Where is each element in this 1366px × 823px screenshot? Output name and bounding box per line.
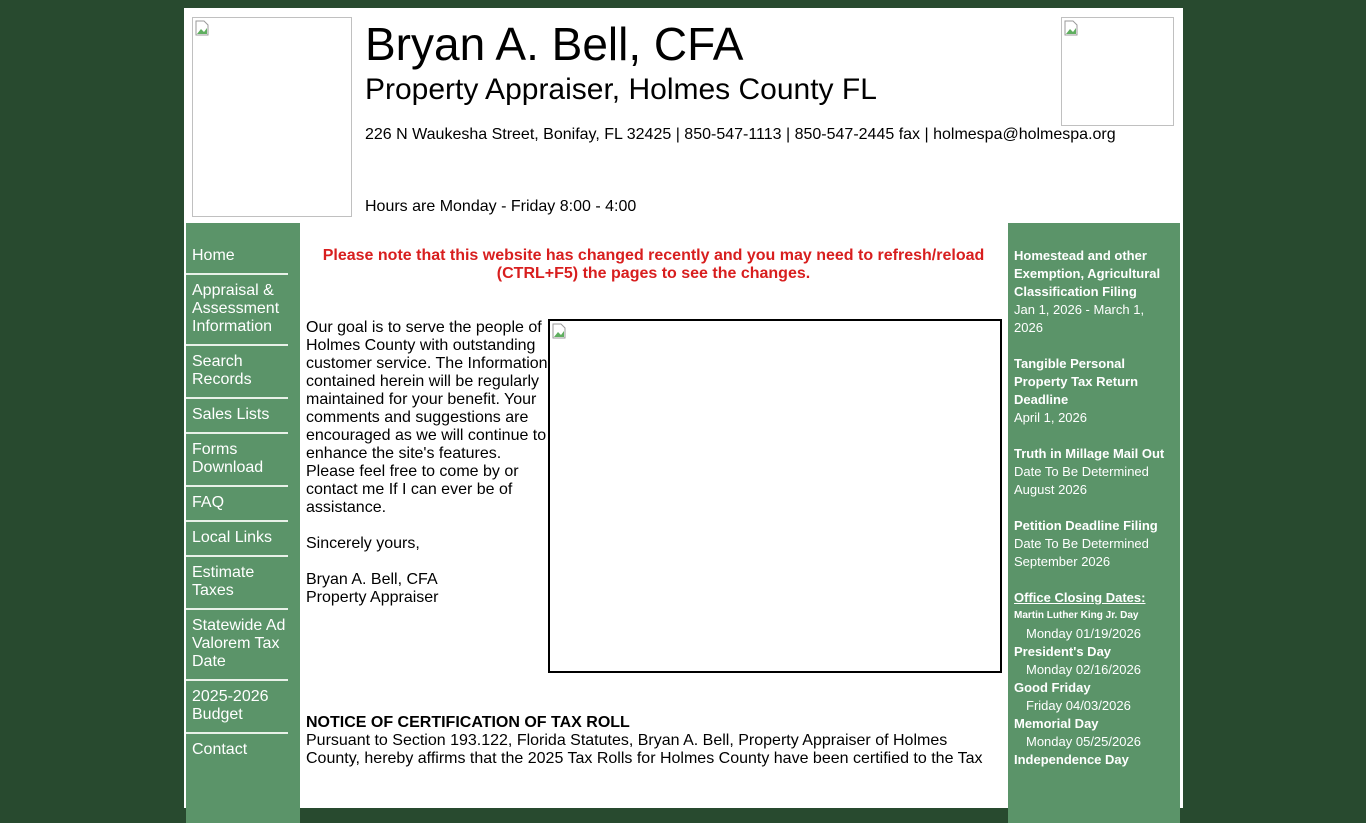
page-container	[184, 8, 1183, 808]
holiday-date: Monday 01/19/2026	[1026, 626, 1141, 641]
holiday-name: Memorial Day	[1014, 716, 1099, 731]
holiday-name: President's Day	[1014, 644, 1112, 659]
nav-budget[interactable]: 2025-2026 Budget	[186, 681, 288, 734]
important-dates-sidebar	[1008, 223, 1180, 823]
website-change-notice: Please note that this website has changed recently and you may need to refresh/reload (CTRL+F5) the pages to see the changes.	[322, 247, 985, 282]
page-title: Bryan A. Bell, CFA	[365, 18, 744, 70]
holiday-date: Friday 04/03/2026	[1026, 698, 1131, 713]
certification-text: Pursuant to Section 193.122, Florida Statutes, Bryan A. Bell, Property Appraiser of Holmes County, hereby affirms that the 2025 Tax Rolls for Holmes County have been certified to the Tax	[306, 732, 983, 767]
deadline-title: Truth in Millage Mail Out	[1014, 446, 1165, 461]
broken-image-icon	[552, 323, 566, 339]
deadline-tangible	[1014, 355, 1176, 427]
nav-statewide-tax-date[interactable]: Statewide Ad Valorem Tax Date	[186, 610, 288, 681]
welcome-paragraph: Our goal is to serve the people of Holmes County with outstanding customer service. The Information contained herein will be regularly maintained for your benefit. Your comments and suggestions are encouraged as we will continue to enhance the site's features. Please feel free to come by or contact me If I can ever be of assistance.	[306, 319, 548, 516]
nav-appraisal-assessment[interactable]: Appraisal & Assessment Information	[186, 275, 288, 346]
signature-name: Bryan A. Bell, CFA	[306, 571, 438, 588]
deadline-date: April 1, 2026	[1014, 410, 1087, 425]
seal-image	[1061, 17, 1174, 126]
certification-heading: NOTICE OF CERTIFICATION OF TAX ROLL	[306, 714, 630, 731]
left-navigation	[186, 223, 300, 823]
nav-search-records[interactable]: Search Records	[186, 346, 288, 399]
nav-forms-download[interactable]: Forms Download	[186, 434, 288, 487]
broken-image-icon	[195, 20, 209, 36]
deadline-date: Jan 1, 2026 - March 1, 2026	[1014, 302, 1145, 335]
closing-dates-title: Office Closing Dates:	[1014, 590, 1146, 605]
broken-image-icon	[1064, 20, 1078, 36]
deadline-date: Date To Be Determined	[1014, 464, 1149, 479]
holiday-name: Independence Day	[1014, 752, 1129, 767]
nav-home[interactable]: Home	[186, 223, 288, 275]
deadline-title: Homestead and other Exemption, Agricultural Classification Filing	[1014, 248, 1161, 299]
holiday-date: Monday 05/25/2026	[1026, 734, 1141, 749]
deadline-title: Petition Deadline Filing	[1014, 518, 1158, 533]
office-hours: Hours are Monday - Friday 8:00 - 4:00	[365, 198, 637, 215]
deadline-date: September 2026	[1014, 554, 1111, 569]
deadline-title: Tangible Personal Property Tax Return Deadline	[1014, 356, 1139, 407]
contact-info: 226 N Waukesha Street, Bonifay, FL 32425 | 850-547-1113 | 850-547-2445 fax | holmespa@holmespa.org	[365, 126, 1116, 143]
welcome-message	[306, 319, 551, 607]
county-logo-image	[192, 17, 352, 217]
deadline-petition	[1014, 517, 1176, 571]
nav-estimate-taxes[interactable]: Estimate Taxes	[186, 557, 288, 610]
nav-contact[interactable]: Contact	[192, 741, 248, 758]
deadline-trim	[1014, 445, 1176, 499]
nav-local-links[interactable]: Local Links	[186, 522, 288, 557]
deadline-date: August 2026	[1014, 482, 1088, 497]
deadline-date: Date To Be Determined	[1014, 536, 1149, 551]
holiday-date: Monday 02/16/2026	[1026, 662, 1141, 677]
nav-sales-lists[interactable]: Sales Lists	[186, 399, 288, 434]
holiday-name: Martin Luther King Jr. Day	[1014, 610, 1139, 621]
office-closing-dates	[1014, 589, 1176, 769]
office-photo	[548, 319, 1002, 673]
signature-title: Property Appraiser	[306, 589, 439, 606]
holiday-name: Good Friday	[1014, 680, 1091, 695]
nav-faq[interactable]: FAQ	[186, 487, 288, 522]
page-subtitle: Property Appraiser, Holmes County FL	[365, 73, 877, 106]
deadline-homestead	[1014, 247, 1176, 337]
closing-salutation: Sincerely yours,	[306, 535, 420, 552]
